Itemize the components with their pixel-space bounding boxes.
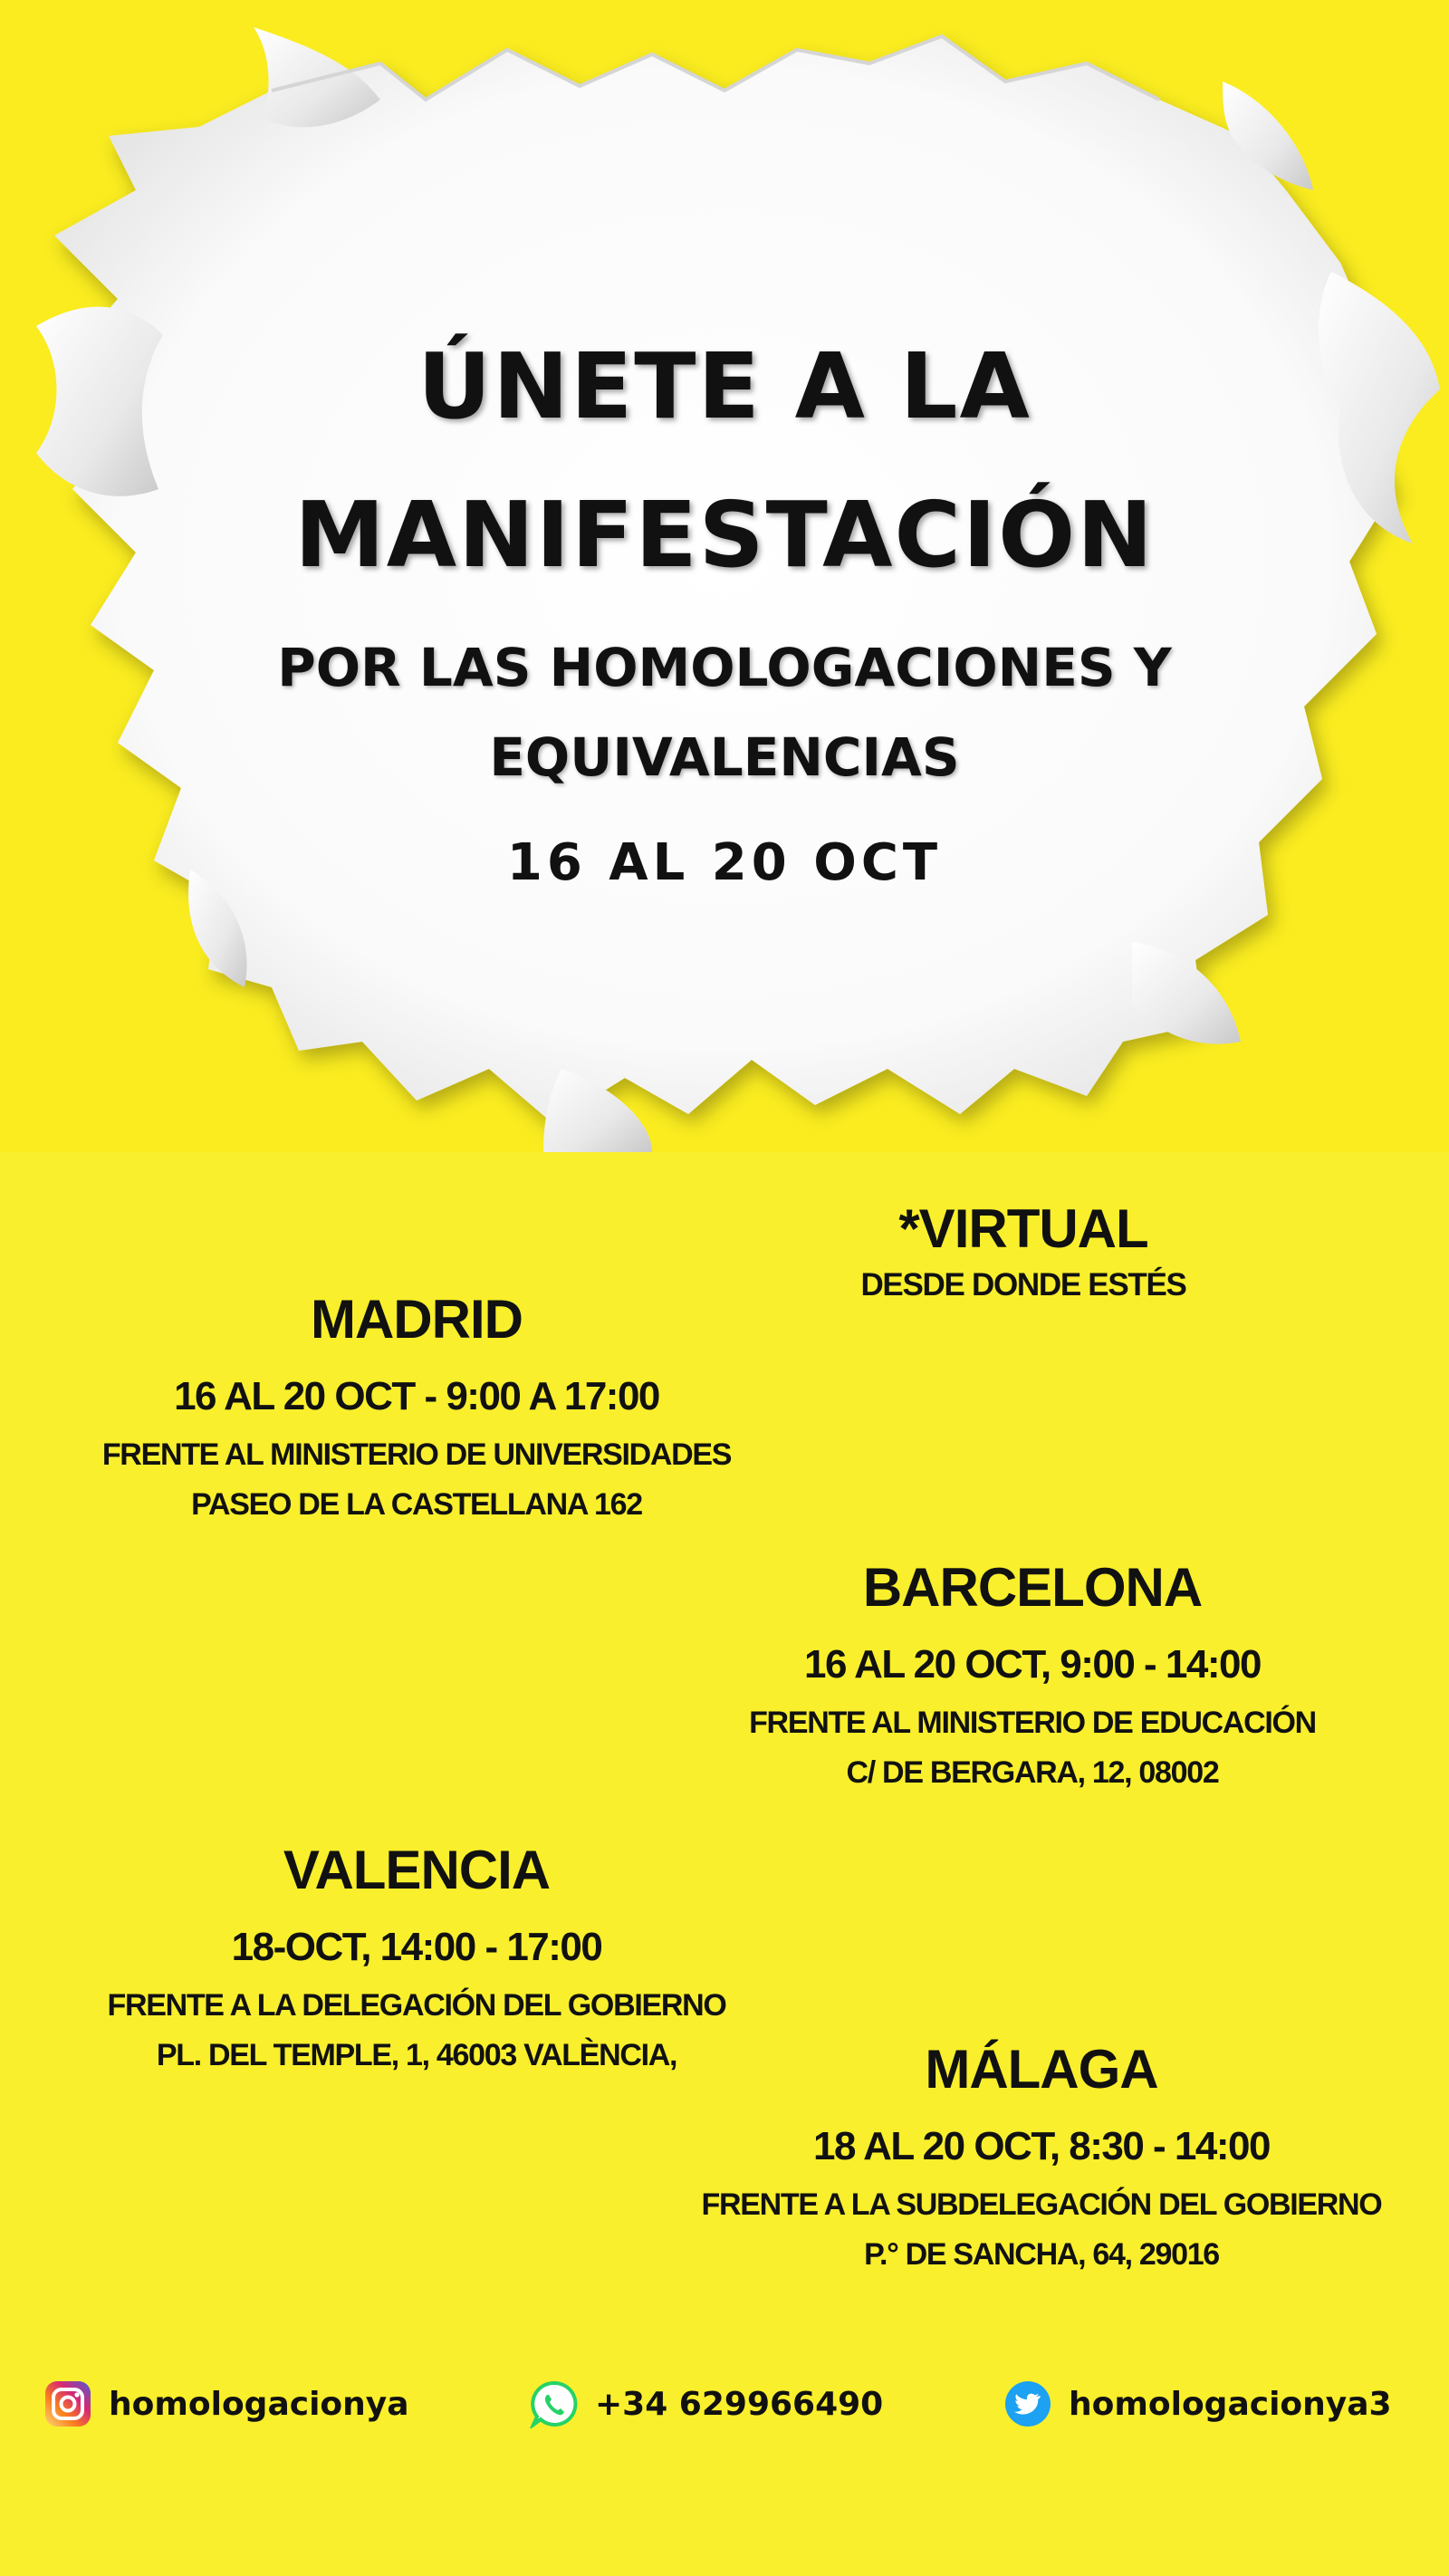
barcelona-schedule: 16 AL 20 OCT, 9:00 - 14:00 [804,1642,1261,1687]
hero-text [0,0,1449,1152]
instagram-icon [43,2379,92,2428]
instagram-handle: homologacionya [109,2385,409,2423]
barcelona-venue: FRENTE AL MINISTERIO DE EDUCACIÓN [749,1706,1316,1740]
valencia-venue: FRENTE A LA DELEGACIÓN DEL GOBIERNO [107,1988,726,2023]
malaga-schedule: 18 AL 20 OCT, 8:30 - 14:00 [813,2124,1270,2168]
headline-line1: ÚNETE A LA [417,333,1032,439]
hero-banner [0,0,1449,1152]
malaga-address: P.° DE SANCHA, 64, 29016 [864,2237,1219,2272]
malaga-venue: FRENTE A LA SUBDELEGACIÓN DEL GOBIERNO [701,2187,1382,2222]
twitter-handle: homologacionya3 [1069,2385,1392,2423]
madrid-address: PASEO DE LA CASTELLANA 162 [191,1487,642,1522]
event-dates: 16 AL 20 OCT [506,833,943,892]
malaga-city: MÁLAGA [925,2039,1158,2100]
valencia-address: PL. DEL TEMPLE, 1, 46003 VALÈNCIA, [156,2038,677,2072]
headline-line2: MANIFESTACIÓN [294,482,1155,588]
valencia-schedule: 18-OCT, 14:00 - 17:00 [231,1925,602,1969]
barcelona-block [679,1556,1386,1791]
valencia-city: VALENCIA [283,1840,551,1900]
barcelona-city: BARCELONA [862,1557,1203,1618]
madrid-block [27,1288,806,1523]
whatsapp-link[interactable] [530,2377,883,2431]
madrid-city: MADRID [311,1289,523,1350]
subtitle-line1: POR LAS HOMOLOGACIONES Y [277,637,1172,698]
virtual-title: *VIRTUAL [898,1198,1148,1259]
whatsapp-number: +34 629966490 [595,2385,884,2423]
twitter-icon [1003,2379,1052,2428]
instagram-link[interactable] [43,2377,409,2431]
barcelona-address: C/ DE BERGARA, 12, 08002 [846,1755,1219,1790]
twitter-link[interactable] [1003,2377,1392,2431]
subtitle-line2: EQUIVALENCIAS [489,726,960,788]
whatsapp-icon [530,2379,579,2428]
malaga-block [652,2038,1431,2273]
virtual-subtitle: DESDE DONDE ESTÉS [860,1267,1186,1302]
virtual-block [797,1197,1250,1303]
madrid-venue: FRENTE AL MINISTERIO DE UNIVERSIDADES [101,1437,732,1472]
madrid-schedule: 16 AL 20 OCT - 9:00 A 17:00 [174,1374,659,1418]
